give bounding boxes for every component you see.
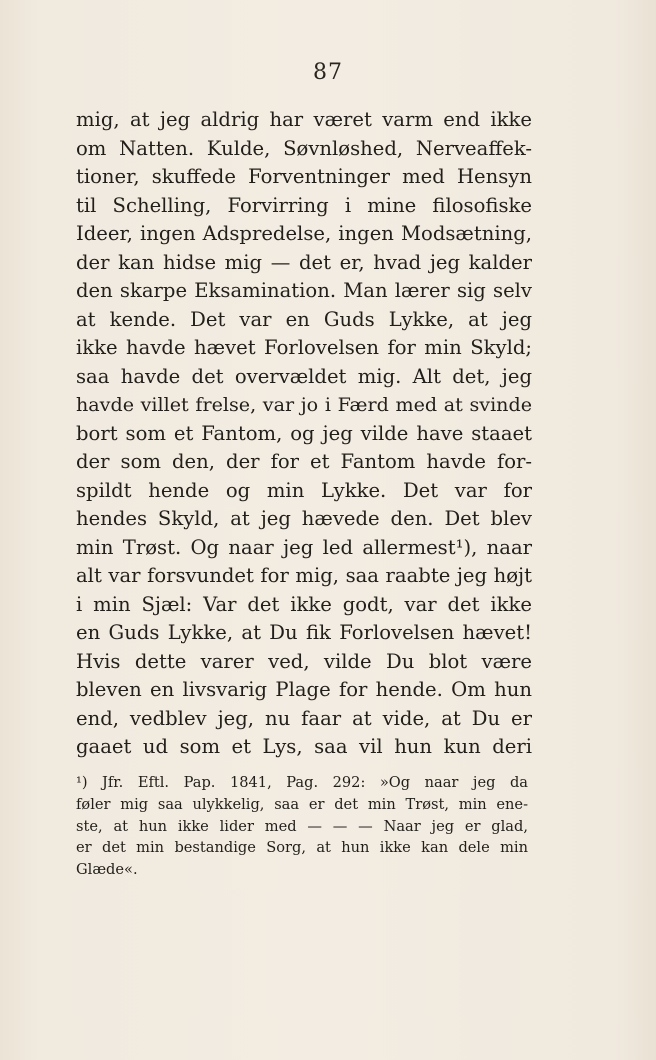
body-line: mig, at jeg aldrig har været varm end ikke bbox=[76, 108, 532, 131]
footnote bbox=[76, 772, 528, 881]
body-line: gaaet ud som et Lys, saa vil hun kun deri bbox=[76, 735, 532, 758]
body-line: alt var forsvundet for mig, saa raabte jeg højt bbox=[76, 564, 532, 587]
body-line: at kende. Det var en Guds Lykke, at jeg bbox=[76, 307, 532, 331]
body-line: ikke havde hævet Forlovelsen for min Skyld; bbox=[76, 336, 532, 359]
footnote-line: Glæde«. bbox=[76, 861, 138, 879]
body-line: tioner, skuffede Forventninger med Hensyn bbox=[76, 165, 532, 188]
body-line: min Trøst. Og naar jeg led allermest¹), naar bbox=[76, 535, 532, 559]
body-line: i min Sjæl: Var det ikke godt, var det ikke bbox=[76, 592, 532, 616]
body-line: om Natten. Kulde, Søvnløshed, Nerveaffek- bbox=[76, 136, 532, 160]
body-line: en Guds Lykke, at Du fik Forlovelsen hævet! bbox=[76, 621, 532, 644]
body-line: havde villet frelse, var jo i Færd med at svinde bbox=[76, 393, 532, 416]
body-line: Hvis dette varer ved, vilde Du blot være bbox=[76, 649, 532, 673]
footnote-line: ¹) Jfr. Eftl. Pap. 1841, Pag. 292: »Og naar jeg da bbox=[76, 774, 528, 791]
body-line: Ideer, ingen Adspredelse, ingen Modsætning, bbox=[76, 222, 532, 245]
body-text bbox=[76, 106, 532, 762]
body-line: end, vedblev jeg, nu faar at vide, at Du er bbox=[76, 706, 532, 730]
body-line: bort som et Fantom, og jeg vilde have staaet bbox=[76, 421, 532, 445]
body-line: bleven en livsvarig Plage for hende. Om hun bbox=[76, 678, 532, 701]
body-line: der kan hidse mig — det er, hvad jeg kalder bbox=[76, 250, 532, 274]
footnote-line: føler mig saa ulykkelig, saa er det min Trøst, min ene- bbox=[76, 795, 528, 813]
body-line: den skarpe Eksamination. Man lærer sig selv bbox=[76, 279, 532, 302]
body-line: saa havde det overvældet mig. Alt det, jeg bbox=[76, 364, 532, 388]
body-line: til Schelling, Forvirring i mine filosofiske bbox=[76, 193, 532, 217]
footnote-line: ste, at hun ikke lider med — — — Naar jeg er glad, bbox=[76, 817, 528, 835]
body-line: hendes Skyld, at jeg hævede den. Det blev bbox=[76, 507, 532, 530]
page-number: 87 bbox=[313, 60, 343, 85]
body-line: der som den, der for et Fantom havde for- bbox=[76, 450, 532, 473]
body-line: spildt hende og min Lykke. Det var for bbox=[76, 478, 532, 502]
footnote-line: er det min bestandige Sorg, at hun ikke kan dele min bbox=[76, 839, 528, 857]
